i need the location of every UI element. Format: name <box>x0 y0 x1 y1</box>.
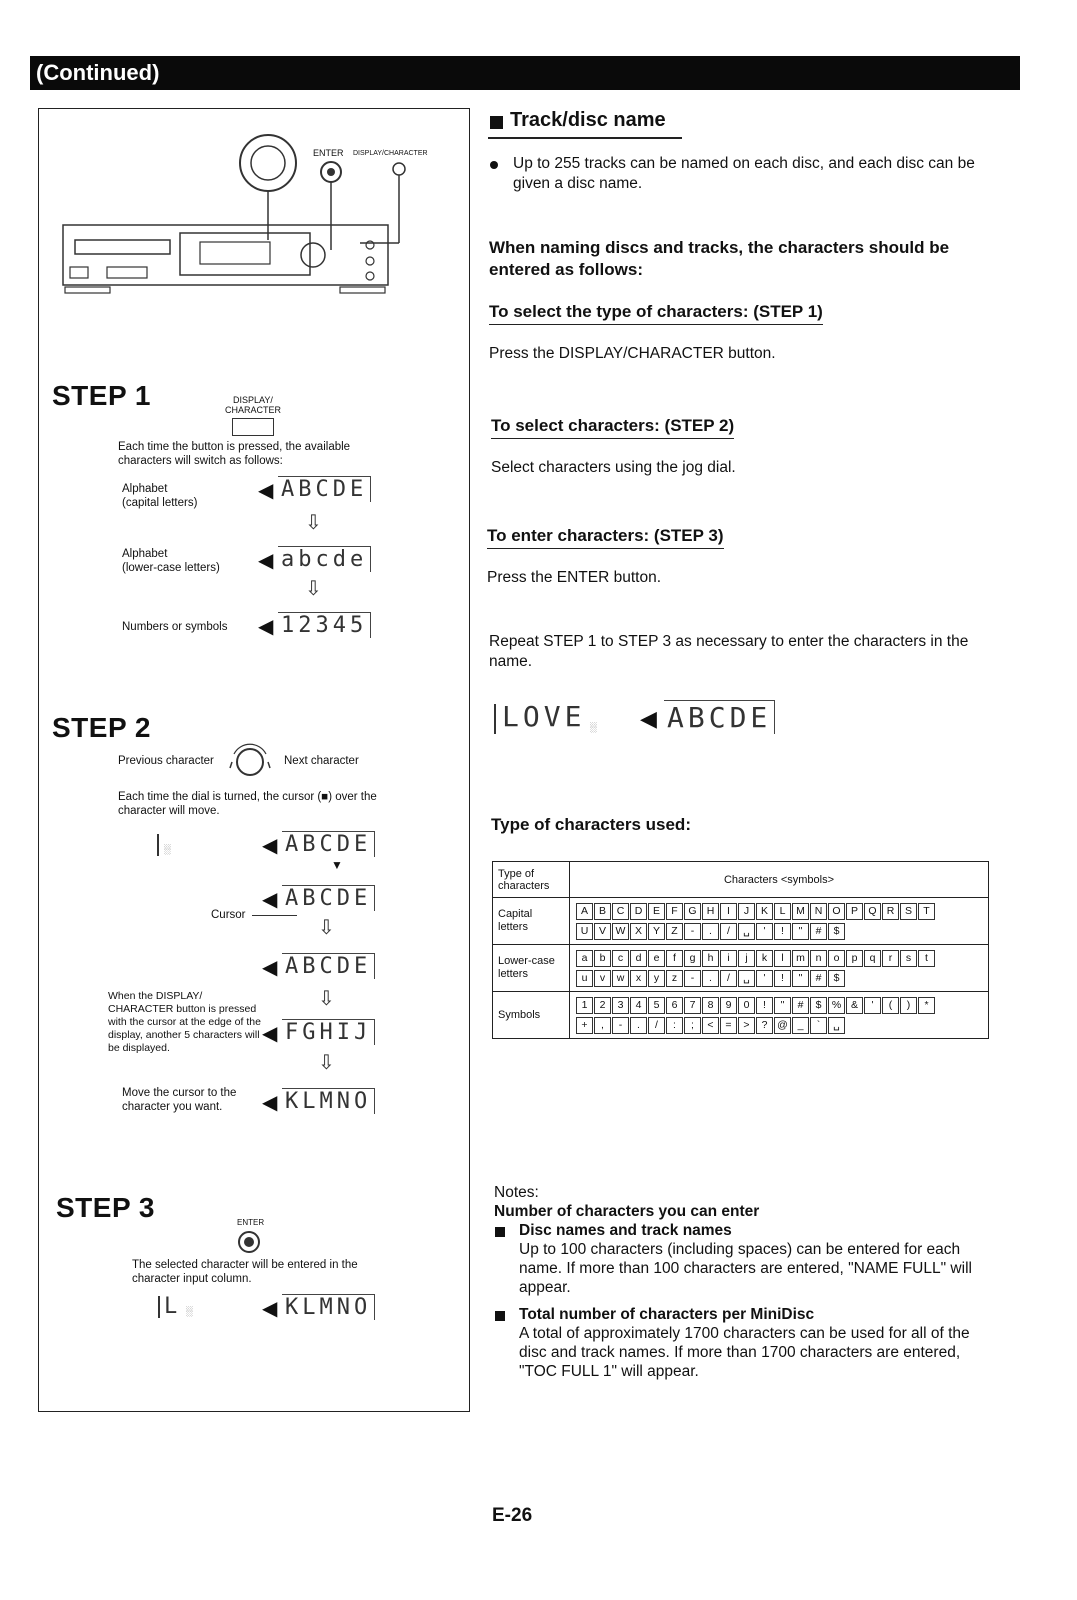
character-cell: g <box>684 950 701 967</box>
down-arrow-icon: ⇩ <box>305 512 322 534</box>
character-cell: L <box>774 903 791 920</box>
step2-edge-note: When the DISPLAY/ CHARACTER button is pressed with the cursor at the edge of the display, another 5 characters will be displayed. <box>108 990 261 1054</box>
character-cell: > <box>738 1017 755 1034</box>
cursor-block-icon: ░ <box>590 722 597 732</box>
step2-description: Each time the dial is turned, the cursor (■) over the character will move. <box>118 791 377 817</box>
character-cell: 4 <box>630 997 647 1014</box>
character-cell: - <box>684 970 701 987</box>
character-cell: $ <box>810 997 827 1014</box>
character-cell: " <box>792 923 809 940</box>
character-cell: A <box>576 903 593 920</box>
character-cell: / <box>720 923 737 940</box>
character-cell: f <box>666 950 683 967</box>
character-cell: / <box>648 1017 665 1034</box>
character-cell: : <box>666 1017 683 1034</box>
character-cell: 2 <box>594 997 611 1014</box>
character-cell: q <box>864 950 881 967</box>
header-banner <box>30 56 1020 90</box>
character-cell: E <box>648 903 665 920</box>
character-cell: i <box>720 950 737 967</box>
character-cell: . <box>702 923 719 940</box>
character-cell: = <box>720 1017 737 1034</box>
character-cell: / <box>720 970 737 987</box>
character-cell: # <box>810 970 827 987</box>
character-cell: ? <box>756 1017 773 1034</box>
character-cell: B <box>594 903 611 920</box>
row-cells-lowercase <box>570 945 989 992</box>
row-label-capital: Capital letters <box>493 898 570 945</box>
step1-row2-label: Alphabet <box>122 548 168 560</box>
step1-display-lower: abcde <box>278 546 371 572</box>
character-cell: 7 <box>684 997 701 1014</box>
character-cell: c <box>612 950 629 967</box>
display-character-button-icon <box>393 163 405 175</box>
character-cell: n <box>810 950 827 967</box>
step2-move-note: Move the cursor to the character you want. <box>122 1087 237 1113</box>
character-cell: Y <box>648 923 665 940</box>
character-cell: & <box>846 997 863 1014</box>
character-cell: 0 <box>738 997 755 1014</box>
example-display-left: LOVE <box>502 700 586 733</box>
display-character-label: DISPLAY/CHARACTER <box>353 150 428 157</box>
speaker-icon: ◀ <box>262 1298 278 1320</box>
sub2-title: To select characters: (STEP 2) <box>491 416 734 439</box>
step3-button-label: ENTER <box>237 1218 265 1227</box>
speaker-icon: ◀ <box>262 1023 278 1045</box>
character-cell: r <box>882 950 899 967</box>
character-cell: R <box>882 903 899 920</box>
character-cell: z <box>666 970 683 987</box>
down-arrow-icon: ⇩ <box>305 578 322 600</box>
character-cell: ␣ <box>738 923 755 940</box>
step2-next-label: Next character <box>284 755 359 767</box>
jog-dial-icon <box>228 740 272 780</box>
character-cell: I <box>720 903 737 920</box>
character-cell: l <box>774 950 791 967</box>
note-marker-icon <box>495 1311 505 1321</box>
character-cell: ! <box>756 997 773 1014</box>
step3-display-right: KLMNO <box>282 1294 375 1320</box>
step3-description: The selected character will be entered in the character input column. <box>132 1259 358 1285</box>
step1-display-numbers: 12345 <box>278 612 371 638</box>
bullet-text: Up to 255 tracks can be named on each disc, and each disc can be given a disc name. <box>513 155 975 192</box>
section-marker-icon <box>490 116 503 129</box>
character-cell: 6 <box>666 997 683 1014</box>
character-cell: G <box>684 903 701 920</box>
character-cell: Z <box>666 923 683 940</box>
speaker-icon: ◀ <box>262 835 278 857</box>
cursor-block-icon: ░ <box>186 1306 193 1316</box>
display-character-button-icon <box>232 418 274 436</box>
step1-button-label-top: DISPLAY/ <box>233 395 273 405</box>
row-label-lowercase: Lower-case letters <box>493 945 570 992</box>
character-cell: 5 <box>648 997 665 1014</box>
character-cell: # <box>792 997 809 1014</box>
down-arrow-icon: ⇩ <box>318 1052 335 1074</box>
character-cell: b <box>594 950 611 967</box>
character-cell: o <box>828 950 845 967</box>
character-cell: V <box>594 923 611 940</box>
character-cell: p <box>846 950 863 967</box>
step1-title: STEP 1 <box>52 380 151 411</box>
character-cell: - <box>612 1017 629 1034</box>
step2-prev-label: Previous character <box>118 755 214 767</box>
sub1-text: Press the DISPLAY/CHARACTER button. <box>489 345 776 362</box>
down-arrow-icon: ▼ <box>331 858 343 872</box>
step2-title: STEP 2 <box>52 712 151 743</box>
character-cell: * <box>918 997 935 1014</box>
character-cell: C <box>612 903 629 920</box>
step1-button-label-bottom: CHARACTER <box>225 405 282 415</box>
speaker-icon: ◀ <box>262 957 278 979</box>
sub3-text: Press the ENTER button. <box>487 569 662 586</box>
character-cell: s <box>900 950 917 967</box>
row-cells-capital <box>570 898 989 945</box>
speaker-icon: ◀ <box>640 706 657 731</box>
character-cell: 9 <box>720 997 737 1014</box>
step1-display-capital: ABCDE <box>278 476 371 502</box>
character-cell: h <box>702 950 719 967</box>
character-cell: 3 <box>612 997 629 1014</box>
speaker-icon: ◀ <box>258 550 274 572</box>
character-cell: ' <box>756 923 773 940</box>
characters-table <box>492 861 989 1039</box>
row-cells-symbols <box>570 992 989 1039</box>
notes-subtitle: Number of characters you can enter <box>494 1203 760 1220</box>
character-cell: + <box>576 1017 593 1034</box>
example-display-right: ABCDE <box>664 700 775 734</box>
character-cell: W <box>612 923 629 940</box>
step2-display-3: ABCDE <box>282 953 375 979</box>
note2-head: Total number of characters per MiniDisc <box>519 1306 815 1323</box>
repeat-text: Repeat STEP 1 to STEP 3 as necessary to enter the characters in the name. <box>489 633 969 670</box>
character-cell: d <box>630 950 647 967</box>
step1-row3-label: Numbers or symbols <box>122 621 228 633</box>
character-cell: w <box>612 970 629 987</box>
character-cell: v <box>594 970 611 987</box>
enter-label: ENTER <box>313 148 344 158</box>
step2-display-4: FGHIJ <box>282 1019 375 1045</box>
character-cell: % <box>828 997 845 1014</box>
naming-heading: When naming discs and tracks, the characters should be entered as follows: <box>489 238 950 279</box>
page-number: E-26 <box>492 1505 533 1526</box>
type-heading: Type of characters used: <box>491 815 691 834</box>
character-cell: D <box>630 903 647 920</box>
character-cell: ' <box>864 997 881 1014</box>
character-cell: $ <box>828 923 845 940</box>
step3-display-left: L <box>164 1294 182 1319</box>
character-cell: a <box>576 950 593 967</box>
character-cell: ! <box>774 970 791 987</box>
character-cell: ␣ <box>738 970 755 987</box>
step2-display-2: ABCDE <box>282 885 375 911</box>
character-cell: ) <box>900 997 917 1014</box>
note1-head: Disc names and track names <box>519 1222 732 1239</box>
character-cell: P <box>846 903 863 920</box>
character-cell: Q <box>864 903 881 920</box>
character-cell: ! <box>774 923 791 940</box>
character-cell: e <box>648 950 665 967</box>
speaker-icon: ◀ <box>258 480 274 502</box>
character-cell: y <box>648 970 665 987</box>
character-cell: j <box>738 950 755 967</box>
character-cell: H <box>702 903 719 920</box>
down-arrow-icon: ⇩ <box>318 917 335 939</box>
character-cell: S <box>900 903 917 920</box>
character-cell: x <box>630 970 647 987</box>
character-cell: $ <box>828 970 845 987</box>
step1-row2-sub: (lower-case letters) <box>122 562 220 574</box>
character-cell: N <box>810 903 827 920</box>
sub2-text: Select characters using the jog dial. <box>491 459 736 476</box>
character-cell: , <box>594 1017 611 1034</box>
cursor-block-icon: ░ <box>164 844 171 854</box>
character-cell: 1 <box>576 997 593 1014</box>
step2-display-5: KLMNO <box>282 1088 375 1114</box>
character-cell: # <box>810 923 827 940</box>
capital-line-2 <box>576 921 982 941</box>
capital-line-1 <box>576 901 982 921</box>
character-cell: m <box>792 950 809 967</box>
row-label-symbols: Symbols <box>493 992 570 1039</box>
character-cell: M <box>792 903 809 920</box>
note2-text: A total of approximately 1700 characters can be used for all of the disc and track names. If more than 1700 characters are entered, "TOC FULL 1" will appear. <box>519 1325 970 1380</box>
character-cell: ; <box>684 1017 701 1034</box>
jog-dial-icon <box>240 135 296 191</box>
symbols-line-1 <box>576 995 982 1015</box>
character-cell: O <box>828 903 845 920</box>
character-cell: @ <box>774 1017 791 1034</box>
character-cell: ␣ <box>828 1017 845 1034</box>
table-header-characters: Characters <symbols> <box>570 862 989 898</box>
down-arrow-icon: ⇩ <box>318 988 335 1010</box>
step2-display-1: ABCDE <box>282 831 375 857</box>
step1-row1-sub: (capital letters) <box>122 497 198 509</box>
table-header-type: Type of characters <box>493 862 570 898</box>
bullet-icon <box>490 161 498 169</box>
character-cell: K <box>756 903 773 920</box>
character-cell: F <box>666 903 683 920</box>
character-cell: T <box>918 903 935 920</box>
character-cell: " <box>774 997 791 1014</box>
enter-button-icon <box>237 1230 261 1254</box>
character-cell: - <box>684 923 701 940</box>
note-marker-icon <box>495 1227 505 1237</box>
character-cell: " <box>792 970 809 987</box>
sub3-title: To enter characters: (STEP 3) <box>487 526 724 549</box>
lowercase-line-1 <box>576 948 982 968</box>
step1-description: Each time the button is pressed, the available characters will switch as follows: <box>118 441 351 467</box>
character-cell: ( <box>882 997 899 1014</box>
symbols-line-2 <box>576 1015 982 1035</box>
speaker-icon: ◀ <box>262 1092 278 1114</box>
character-cell: 8 <box>702 997 719 1014</box>
character-cell: . <box>630 1017 647 1034</box>
step1-row1-label: Alphabet <box>122 483 168 495</box>
character-cell: u <box>576 970 593 987</box>
sub1-title: To select the type of characters: (STEP 1) <box>489 302 823 325</box>
character-cell: U <box>576 923 593 940</box>
speaker-icon: ◀ <box>262 889 278 911</box>
cursor-label: Cursor <box>211 909 246 921</box>
character-cell: . <box>702 970 719 987</box>
character-cell: < <box>702 1017 719 1034</box>
character-cell: ' <box>756 970 773 987</box>
character-cell: X <box>630 923 647 940</box>
character-cell: _ <box>792 1017 809 1034</box>
lowercase-line-2 <box>576 968 982 988</box>
speaker-icon: ◀ <box>258 616 274 638</box>
page-title: (Continued) <box>36 60 160 85</box>
character-cell: J <box>738 903 755 920</box>
notes-title: Notes: <box>494 1184 539 1201</box>
track-disc-name-heading: Track/disc name <box>510 109 666 131</box>
character-cell: k <box>756 950 773 967</box>
character-cell: t <box>918 950 935 967</box>
note1-text: Up to 100 characters (including spaces) can be entered for each name. If more than 100 characters are entered, "NAME FULL" will appear. <box>519 1241 972 1296</box>
step3-title: STEP 3 <box>56 1192 155 1223</box>
character-cell: ` <box>810 1017 827 1034</box>
